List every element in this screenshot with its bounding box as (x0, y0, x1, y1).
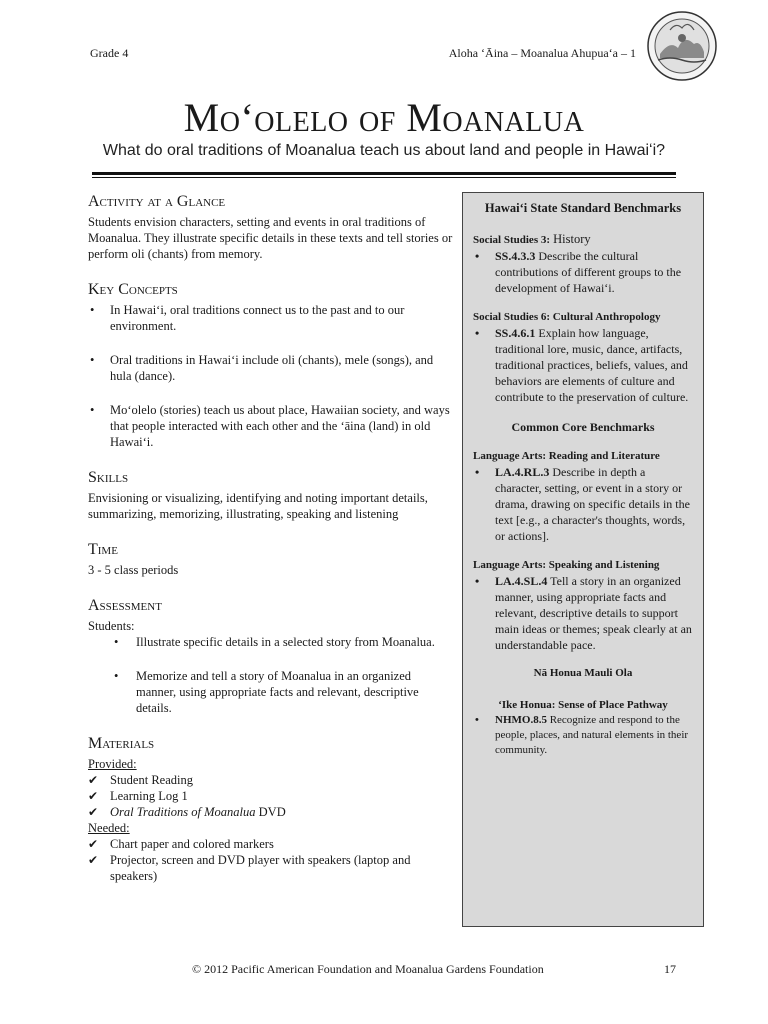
lesson-overview (88, 192, 454, 884)
list-item: ✔ Chart paper and colored markers (88, 836, 454, 852)
list-item: • LA.4.SL.4 Tell a story in an organized manner, using appropriate facts and relevant, descriptive details to support main ideas or themes; speak clearly at an understandable pace. (473, 573, 693, 653)
list-item: ✔ Learning Log 1 (88, 788, 454, 804)
header-unit: Aloha ʻĀina – Moanalua Ahupuaʻa – 1 (448, 46, 636, 60)
time-heading: Time (88, 541, 118, 558)
dvd-title: Oral Traditions of Moanalua (110, 805, 256, 819)
materials-heading: Materials (88, 735, 155, 752)
needed-label: Needed: (88, 821, 130, 835)
list-item: • Illustrate specific details in a selected story from Moanalua. (88, 634, 454, 650)
title-rule (92, 172, 676, 175)
title-rule-thin (92, 177, 676, 178)
list-item: • SS.4.6.1 Explain how language, traditional lore, music, dance, artifacts, traditional practices, beliefs, values, and behaviors are elements of culture and contribute to the preservation of culture. (473, 325, 693, 405)
needed-list (88, 836, 454, 884)
ss6-label: Social Studies 6: Cultural Anthropology (473, 311, 661, 323)
provided-list (88, 772, 454, 820)
page-title: Moʻolelo of Moanalua (183, 95, 585, 140)
list-item: • LA.4.RL.3 Describe in depth a character, setting, or event in a story or drama, drawing on specific details in the text [e.g., a character's thoughts, words, or actions]. (473, 464, 693, 544)
nh-list (473, 713, 693, 758)
list-item: • Oral traditions in Hawaiʻi include oli (chants), mele (songs), and hula (dance). (88, 352, 454, 384)
list-item: • SS.4.3.3 Describe the cultural contributions of different groups to the development of Hawaiʻi. (473, 248, 693, 296)
rl-list (473, 464, 693, 544)
list-item: ✔ Student Reading (88, 772, 454, 788)
page-subtitle: What do oral traditions of Moanalua teach us about land and people in Hawaiʻi? (102, 142, 666, 159)
provided-label: Provided: (88, 757, 137, 771)
list-item: • Memorize and tell a story of Moanalua in an organized manner, using appropriate facts and relevant, descriptive details. (88, 668, 454, 716)
list-item (88, 804, 454, 820)
assessment-heading: Assessment (88, 597, 162, 614)
header-grade: Grade 4 (90, 46, 129, 60)
assessment-intro: Students: (88, 619, 135, 633)
standards-heading: Hawaiʻi State Standard Benchmarks (484, 201, 682, 215)
activity-text: Students envision characters, setting and events in oral traditions of Moanalua. They illustrate specific details in these texts and tell stories or perform oli (chants) from memory. (88, 215, 453, 261)
rl-label: Language Arts: Reading and Literature (473, 450, 660, 462)
assessment-list (88, 634, 454, 716)
key-concepts-list (88, 302, 454, 450)
footer-copyright: © 2012 Pacific American Foundation and Moanalua Gardens Foundation (192, 962, 544, 976)
ss3-label: Social Studies 3: History (473, 232, 591, 246)
activity-heading: Activity at a Glance (88, 193, 226, 210)
sl-list (473, 573, 693, 653)
dvd-suffix: DVD (255, 805, 286, 819)
skills-text: Envisioning or visualizing, identifying and noting important details, summarizing, memorizing, illustrating, speaking and listening (88, 491, 428, 521)
list-item: • Moʻolelo (stories) teach us about place, Hawaiian society, and ways that people interacted with each other and the ʻāina (land) in old Hawaiʻi. (88, 402, 454, 450)
ss3-list (473, 248, 693, 296)
list-item: • In Hawaiʻi, oral traditions connect us to the past and to our environment. (88, 302, 454, 334)
na-honua-heading: Nā Honua Mauli Ola (533, 667, 633, 679)
common-core-heading: Common Core Benchmarks (511, 420, 655, 434)
list-item: ✔ Projector, screen and DVD player with speakers (laptop and speakers) (88, 852, 454, 884)
key-concepts-heading: Key Concepts (88, 281, 178, 298)
foundation-seal-logo (646, 10, 718, 82)
list-item: • NHMO.8.5 Recognize and respond to the people, places, and natural elements in their community. (473, 713, 693, 758)
skills-heading: Skills (88, 469, 129, 486)
page-number: 17 (664, 962, 676, 976)
ike-honua-label: ʻIke Honua: Sense of Place Pathway (498, 699, 668, 711)
time-text: 3 - 5 class periods (88, 563, 179, 577)
standards-box (462, 192, 704, 927)
sl-label: Language Arts: Speaking and Listening (473, 559, 660, 571)
ss6-list (473, 325, 693, 405)
